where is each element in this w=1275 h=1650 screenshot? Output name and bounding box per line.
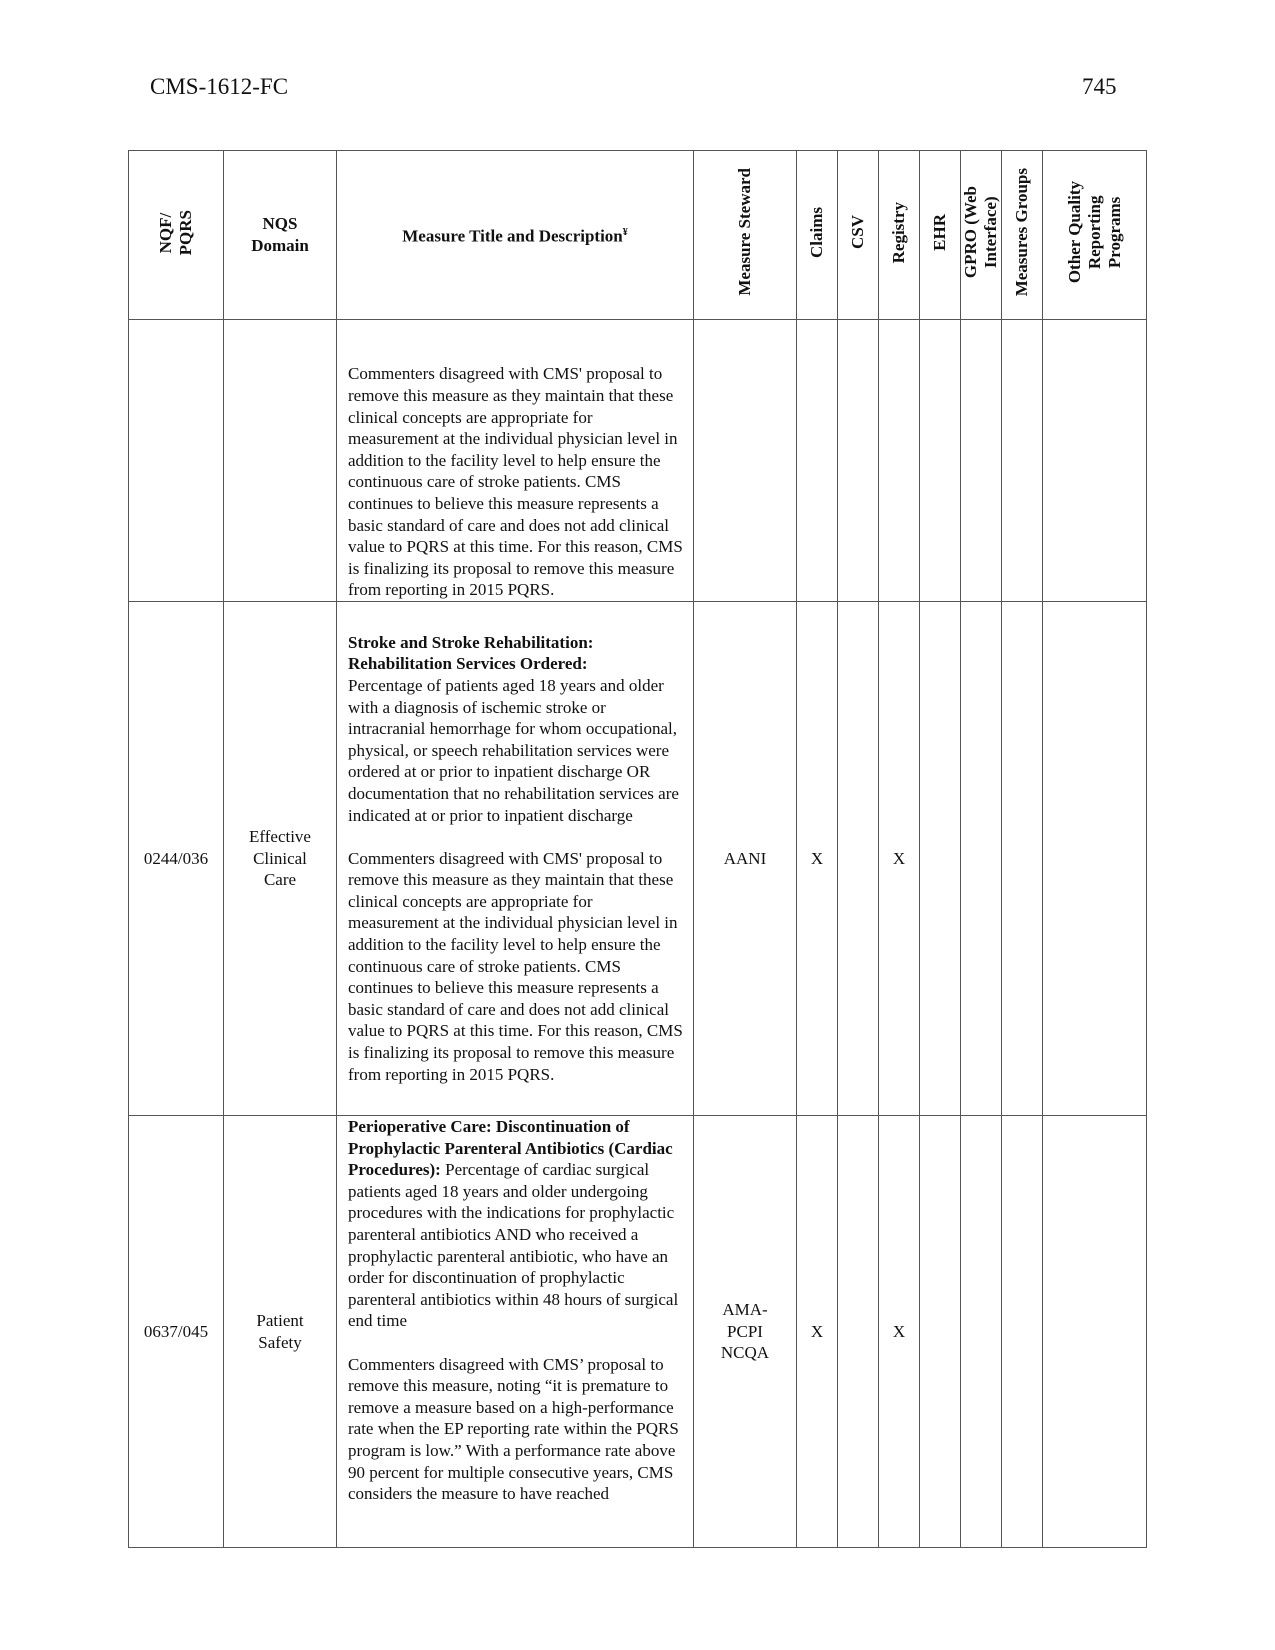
col-header-nqs-line1: NQS [262,214,298,234]
col-header-registry-text: Registry [889,201,908,263]
cell-other-programs [1043,602,1147,1116]
cell-csv [838,1116,879,1548]
cell-registry: X [879,1116,920,1548]
steward-line2: PCPI [727,1321,763,1341]
domain-line1: Patient [256,1310,304,1330]
col-header-gpro [961,151,1002,320]
col-header-gpro-line2: Interface) [981,196,1000,269]
measure-description: Percentage of patients aged 18 years and older with a diagnosis of ischemic stroke or intracranial hemorrhage for whom occupational, physical, or speech rehabilitation services were ordered at or prior to inpatient discharge OR documentation that no rehabilitation services are indicated at or prior to inpatient discharge [348,675,679,825]
col-header-other-line1: Other Quality [1064,181,1084,284]
domain-line3: Care [263,870,297,890]
cell-nqf-pqrs: 0637/045 [129,1116,224,1548]
col-header-nqf-line1: NQF/ [156,211,175,253]
cell-steward [694,1116,797,1548]
measure-title: Stroke and Stroke Rehabilitation: Rehabilitation Services Ordered: [348,632,594,674]
measure-comment: Commenters disagreed with CMS' proposal to remove this measure as they maintain that these clinical concepts are appropriate for measurement at the individual physician level in addition to the facility level to help ensure the continuous care of stroke patients. CMS continues to believe this measure represents a basic standard of care and does not add clinical value to PQRS at this time. For this reason, CMS is finalizing its proposal to remove this measure from reporting in 2015 PQRS. [348,364,683,600]
cell-claims: X [797,602,838,1116]
cell-gpro [961,1116,1002,1548]
page-number: 745 [1082,74,1117,99]
measure-title: Perioperative Care: Discontinuation of Prophylactic Parenteral Antibiotics (Cardiac Procedures): [348,1117,673,1180]
measure-description: Percentage of cardiac surgical patients aged 18 years and older undergoing procedures with the indications for prophylactic parenteral antibiotics AND who received a prophylactic parenteral antibiotic, who have an order for discontinuation of prophylactic parenteral antibiotics within 48 hours of surgical end time [348,1160,679,1331]
cell-measure-description [337,1116,694,1548]
col-header-ehr-text: EHR [930,213,949,251]
col-header-measure-title [337,151,694,320]
cell-measures-groups [1002,602,1043,1116]
col-header-measure-title-text: Measure Title and Description [402,227,623,247]
domain-line2: Clinical [253,848,307,868]
cell-csv [838,320,879,602]
steward-line1: AMA- [722,1300,768,1320]
table-header-row [129,151,1147,320]
table-row [129,602,1147,1116]
col-header-measures-groups [1002,151,1043,320]
cell-nqs-domain [224,602,337,1116]
cell-nqs-domain [224,320,337,602]
measures-table [128,150,1147,1548]
cell-gpro [961,320,1002,602]
col-header-csv-text: CSV [848,215,867,250]
measure-comment: Commenters disagreed with CMS’ proposal to remove this measure, noting “it is premature to remove a measure based on a high-performance rate when the EP reporting rate within the PQRS program is low.” With a performance rate above 90 percent for multiple consecutive years, CMS considers the measure to have reached [348,1354,679,1504]
cell-measure-description [337,602,694,1116]
cell-other-programs [1043,320,1147,602]
table-row [129,320,1147,602]
cell-claims: X [797,1116,838,1548]
domain-line2: Safety [258,1332,302,1352]
table-row [129,1116,1147,1548]
col-header-nqs-line2: Domain [251,236,309,255]
cell-measure-description [337,320,694,602]
cell-steward [694,320,797,602]
col-header-other-programs [1043,151,1147,320]
col-header-csv [838,151,879,320]
col-header-measures-groups-text: Measures Groups [1012,168,1031,297]
cell-nqs-domain [224,1116,337,1548]
col-header-ehr [920,151,961,320]
cell-ehr [920,602,961,1116]
cell-measures-groups [1002,1116,1043,1548]
cell-ehr [920,320,961,602]
cell-registry: X [879,602,920,1116]
col-header-claims-text: Claims [807,206,826,258]
steward-line3: NCQA [720,1343,770,1363]
page-header-left: CMS-1612-FC [150,74,289,99]
col-header-nqf-line2: PQRS [176,209,195,255]
yen-footnote-mark: ¥ [622,227,628,239]
cell-steward: AANI [694,602,797,1116]
col-header-registry [879,151,920,320]
cell-nqf-pqrs: 0244/036 [129,602,224,1116]
cell-registry [879,320,920,602]
cell-csv [838,602,879,1116]
cell-gpro [961,602,1002,1116]
col-header-nqf-pqrs [129,151,224,320]
col-header-measure-steward [694,151,797,320]
col-header-nqs-domain [224,151,337,320]
col-header-claims [797,151,838,320]
cell-measures-groups [1002,320,1043,602]
domain-line1: Effective [249,827,311,847]
cell-other-programs [1043,1116,1147,1548]
col-header-other-line2: Reporting [1084,195,1104,270]
measure-comment: Commenters disagreed with CMS' proposal to remove this measure as they maintain that these clinical concepts are appropriate for measurement at the individual physician level in addition to the facility level to help ensure the continuous care of stroke patients. CMS continues to believe this measure represents a basic standard of care and does not add clinical value to PQRS at this time. For this reason, CMS is finalizing its proposal to remove this measure from reporting in 2015 PQRS. [348,848,683,1084]
cell-nqf-pqrs [129,320,224,602]
col-header-gpro-line1: GPRO (Web [961,186,980,279]
cell-ehr [920,1116,961,1548]
cell-claims [797,320,838,602]
col-header-measure-steward-text: Measure Steward [735,168,754,297]
col-header-other-line3: Programs [1104,196,1124,268]
